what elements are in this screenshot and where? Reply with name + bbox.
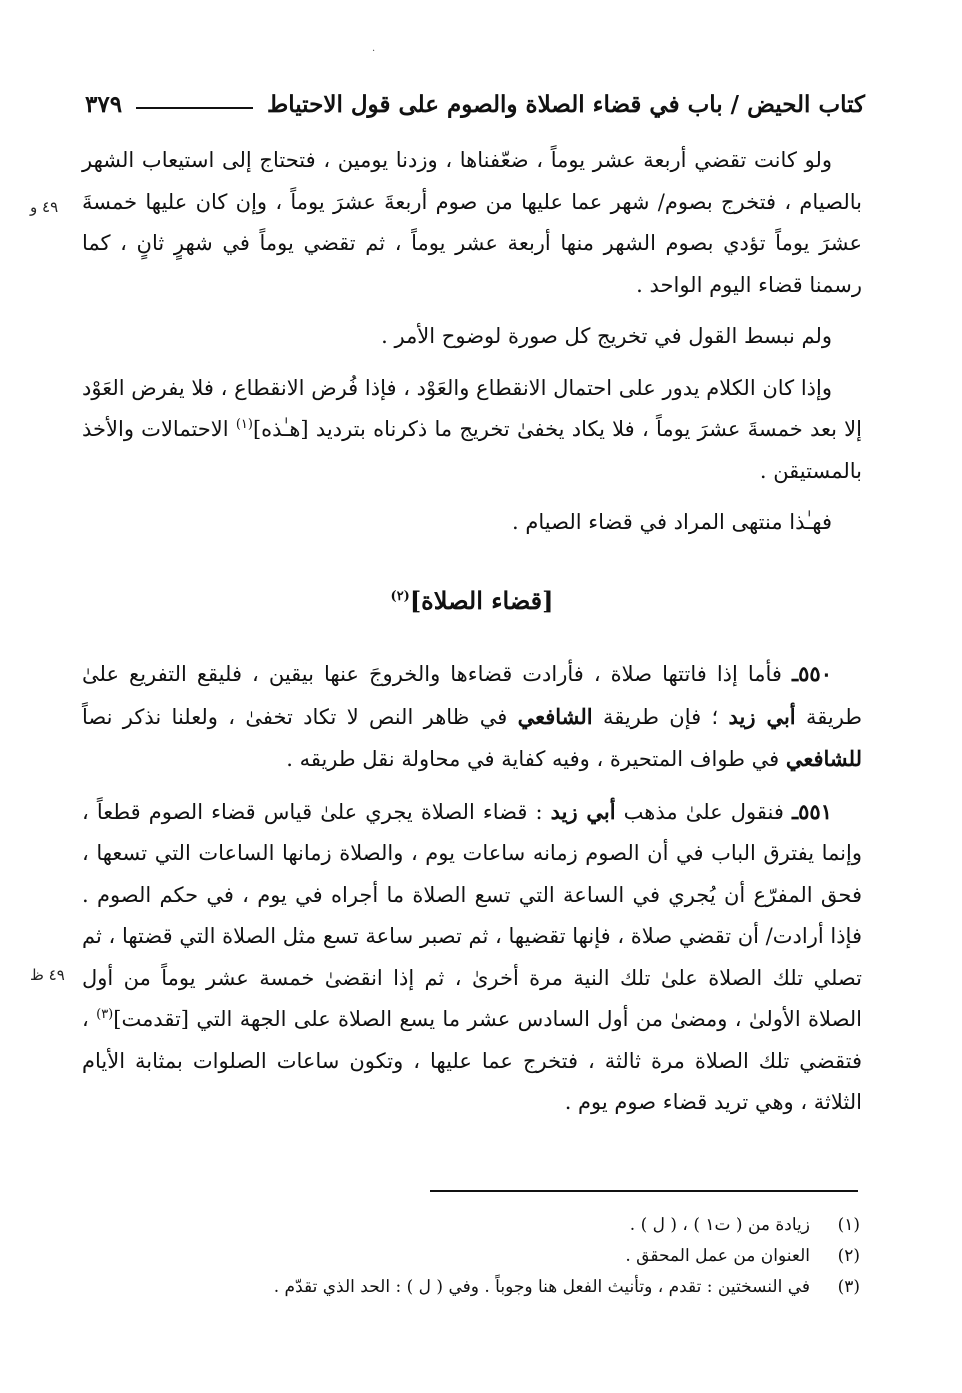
paragraph-text: ؛ فإن طريقة (592, 704, 729, 729)
margin-folio-note: ٤٩ و (30, 198, 59, 216)
main-text (82, 140, 862, 1134)
footnote-number: (٣) (837, 1277, 860, 1297)
footnote-ref: (١) (235, 417, 253, 432)
paragraph-text: في طواف المتحيرة ، وفيه كفاية في محاولة نقل طريقه . (286, 747, 786, 771)
paragraph-text: الاحتمالات والأخذ بالمستيقن . (82, 417, 862, 483)
footnote-number: (٢) (837, 1246, 860, 1266)
running-head: كتاب الحيض / باب في قضاء الصلاة والصوم على قول الاحتياط (266, 90, 865, 118)
margin-folio-note: ٤٩ ظ (30, 966, 65, 984)
bold-name: للشافعي (785, 746, 862, 771)
footnote-number: (١) (837, 1215, 860, 1235)
footnote-text: زيادة من ( ت١ ) ، ( ل ) . (629, 1215, 810, 1235)
paragraph-text: : قضاء الصلاة يجري علىٰ قياس قضاء الصوم قطعاً ، وإنما يفترق الباب في أن الصوم زمانه ساعات يوم ، والصلاة زمانها الساعات التي تسعها ، فحق المفرّع أن يُجري في الساعة التي تسع الصلاة ما أجراه في يوم ، في حكم الصوم . فإذا أرادت/ أن تقضي صلاة ، فإنها تقضيها ، ثم تصبر ساعة تسع مثل الصلاة التي قضتها ، ثم تصلي تلك الصلاة علىٰ تلك النية مرة أخرىٰ ، ثم إذا انقضىٰ خمسة عشر يوماً من أول الصلاة الأولىٰ ، ومضىٰ من أول السادس عشر ما يسع الصلاة على الجهة التي [تقدمت] (82, 799, 863, 1031)
paragraph-text: ، فتقضي تلك الصلاة مرة ثالثة ، فتخرج عما عليها ، وتكون ساعات الصلوات بمثابة الأيام الثلاثة ، وهي تريد قضاء صوم يوم . (82, 1007, 862, 1114)
footnote (150, 1272, 860, 1303)
paragraph-number: ٥٥٠ـ (792, 661, 832, 686)
bold-name: أبي زيد (550, 798, 616, 824)
paragraph (82, 791, 862, 1124)
page-header (85, 82, 865, 126)
section-heading-text: [قضاء الصلاة] (409, 585, 554, 615)
paragraph: ولو كانت تقضي أربعة عشر يوماً ، ضعّفناها ، وزدنا يومين ، فتحتاج إلى استيعاب الشهر بالصيام ، فتخرج بصوم/ شهر عما عليها من صوم أربعةَ عشرَ يوماً ، وإن كان عليها خمسةَ عشرَ يوماً تؤدي بصوم الشهر منها أربعة عشر يوماً ، ثم تقضي يوماً في شهرٍ ثانٍ ، كما رسمنا قضاء اليوم الواحد . (82, 148, 862, 297)
footnote-text: العنوان من عمل المحقق . (625, 1246, 810, 1266)
footnote-separator (430, 1190, 858, 1192)
paragraph-text: فأما إذا فاتتها صلاة ، فأرادت قضاءها والخروجَ عنها بيقين ، فليقع التفريع علىٰ طريقة (82, 662, 862, 729)
footnote (150, 1241, 860, 1272)
paragraph: ولم نبسط القول في تخريج كل صورة لوضوح الأمر . (381, 324, 832, 348)
paragraph-text: فنقول علىٰ مذهب (615, 799, 792, 824)
page-number: ٣٧٩ (85, 90, 123, 118)
paragraph: فهـٰذا منتهى المراد في قضاء الصيام . (512, 510, 832, 534)
paragraph-text: وإذا كان الكلام يدور على احتمال الانقطاع والعَوْد ، فإذا فُرض الانقطاع ، فلا يفرض العَوْد إلا بعد خمسةَ عشرَ يوماً ، فلا يكاد يخفىٰ تخريج ما ذكرناه بترديد [هـٰذه] (82, 375, 862, 441)
footnote-text: في النسختين : تقدم ، وتأنيث الفعل هنا وجوباً . وفي ( ل ) : الحد الذي تقدّم . (273, 1277, 810, 1297)
section-heading (82, 580, 862, 622)
footnote (150, 1210, 860, 1241)
top-mark: · (372, 46, 376, 57)
footnotes (150, 1210, 860, 1303)
footnote-ref: (٣) (96, 1007, 114, 1022)
bold-name: الشافعي (517, 703, 593, 729)
bold-name: أبي زيد (728, 703, 796, 729)
paragraph-number: ٥٥١ـ (791, 798, 832, 824)
paragraph-text: في ظاهر النص لا تكاد تخفىٰ ، ولعلنا نذكر نصاً (82, 704, 518, 729)
paragraph (82, 653, 862, 781)
header-rule (136, 107, 253, 109)
paragraph (82, 368, 862, 493)
footnote-ref: (٢) (390, 588, 410, 604)
